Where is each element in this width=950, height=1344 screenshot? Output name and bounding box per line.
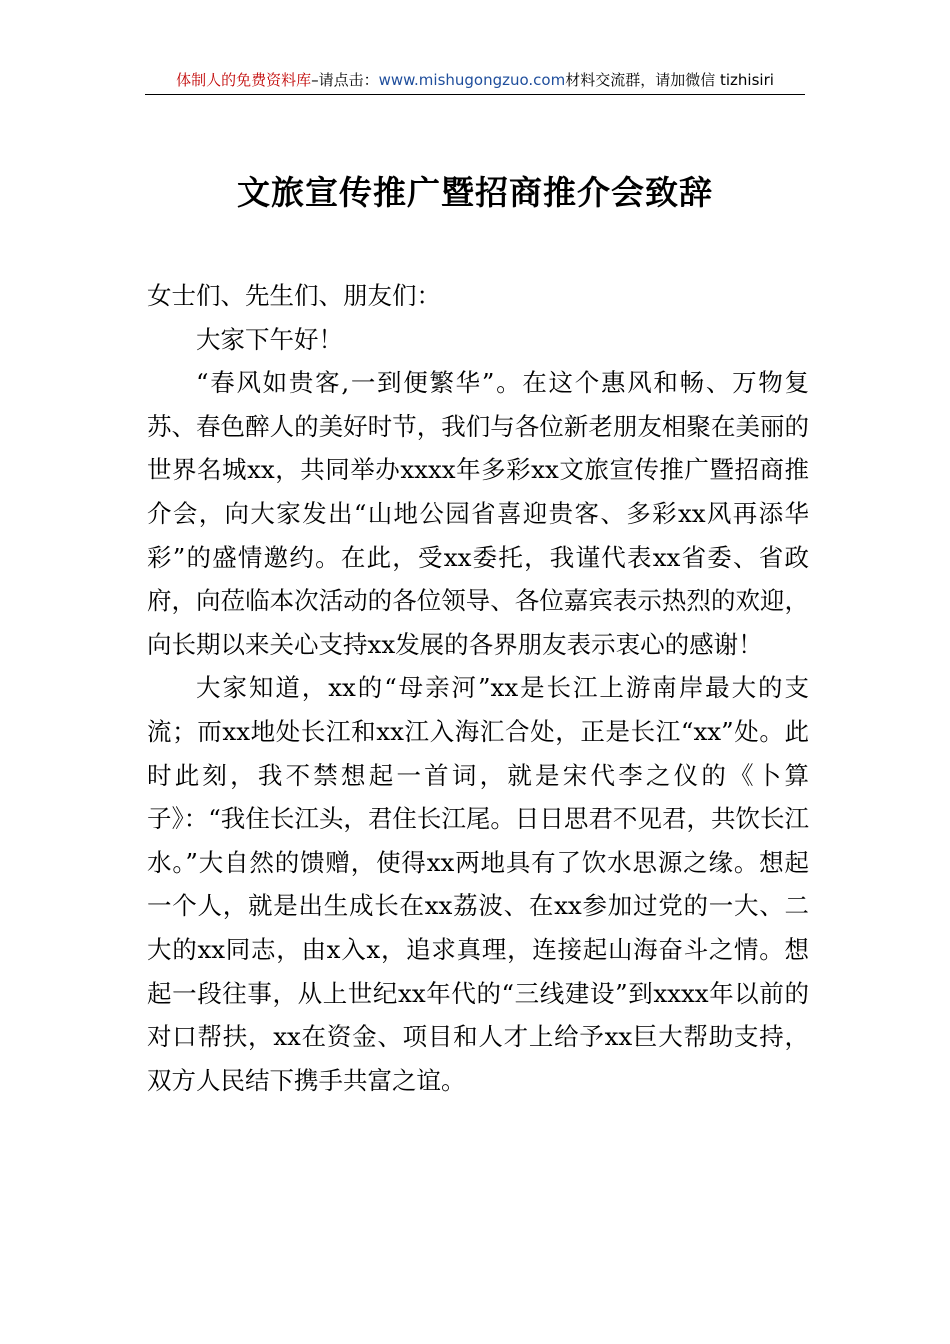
paragraph-greeting: 大家下午好！ bbox=[196, 324, 343, 354]
header-url-link[interactable]: www.mishugongzuo.com bbox=[378, 71, 566, 89]
document-body bbox=[147, 274, 809, 1102]
paragraph-welcome: “春风如贵客,一到便繁华”。在这个惠风和畅、万物复苏、春色醉人的美好时节，我们与各位新老朋友相聚在美丽的世界名城xx，共同举办xxxx年多彩xx文旅宣传推广暨招商推介会，向大家发出“山地公园省喜迎贵客、多彩xx风再添华彩”的盛情邀约。在此，受xx委托，我谨代表xx省委、省政府，向莅临本次活动的各位领导、各位嘉宾表示热烈的欢迎，向长期以来关心支持xx发展的各界朋友表示衷心的感谢！ bbox=[147, 368, 809, 659]
header-prompt: –请点击： bbox=[311, 71, 379, 89]
page-header bbox=[145, 68, 805, 95]
header-note: 材料交流群，请加微信 tizhisiri bbox=[565, 71, 774, 89]
document-title: 文旅宣传推广暨招商推介会致辞 bbox=[237, 173, 713, 212]
header-brand: 体制人的免费资料库 bbox=[176, 71, 312, 89]
salutation: 女士们、先生们、朋友们： bbox=[147, 281, 441, 310]
paragraph-connection: 大家知道，xx的“母亲河”xx是长江上游南岸最大的支流；而xx地处长江和xx江入海汇合处，正是长江“xx”处。此时此刻，我不禁想起一首词，就是宋代李之仪的《卜算子》：“我住长江头，君住长江尾。日日思君不见君，共饮长江水。”大自然的馈赠，使得xx两地具有了饮水思源之缘。想起一个人，就是出生成长在xx荔波、在xx参加过党的一大、二大的xx同志，由x入x，追求真理，连接起山海奋斗之情。想起一段往事，从上世纪xx年代的“三线建设”到xxxx年以前的对口帮扶，xx在资金、项目和人才上给予xx巨大帮助支持，双方人民结下携手共富之谊。 bbox=[147, 673, 809, 1095]
